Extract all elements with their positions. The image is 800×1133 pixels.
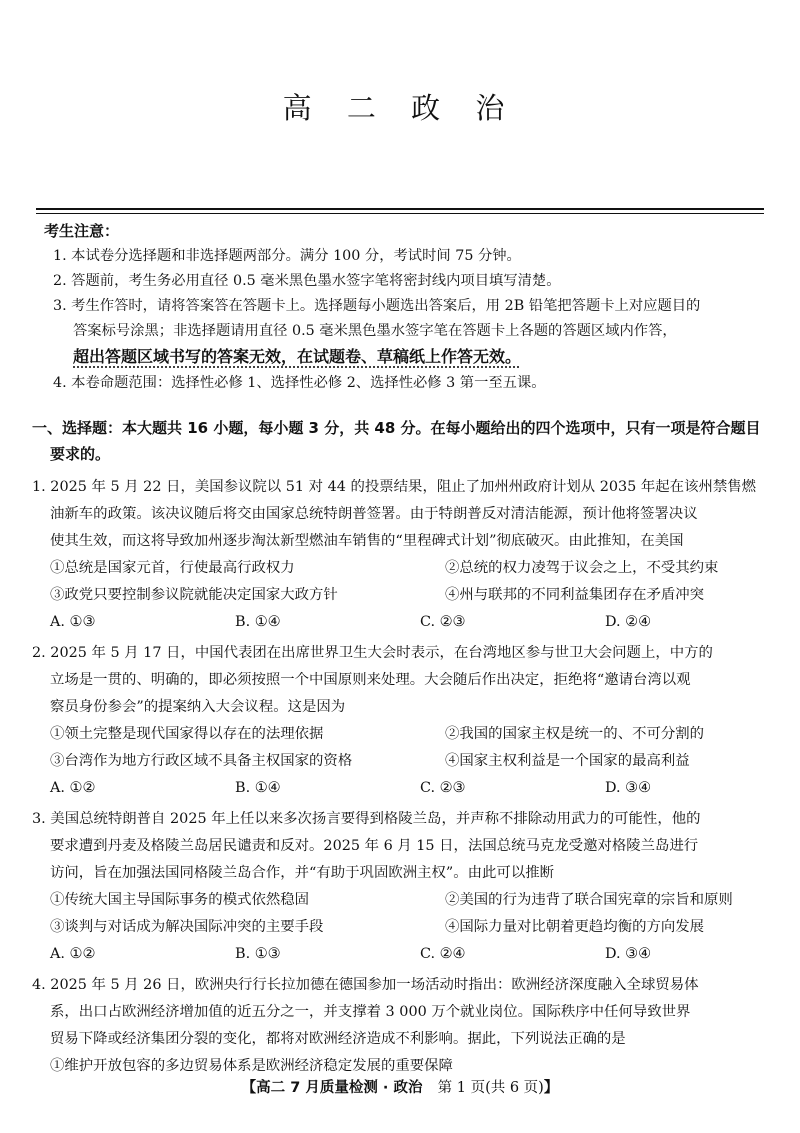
question-stem-line: 系，出口占欧洲经济增加值的近五分之一，并支撑着 3 000 万个就业岗位。国际秩序中任何导致世界: [50, 1004, 691, 1020]
question-1: [32, 474, 772, 636]
footer-close: 】: [543, 1080, 559, 1096]
statement-4: ④国家主权利益是一个国家的最高利益: [445, 753, 690, 769]
notice-emphasis-text: 超出答题区域书写的答案无效，在试题卷、草稿纸上作答无效。: [73, 347, 522, 366]
section-heading-line2: 要求的。: [50, 445, 111, 463]
question-2: [32, 640, 772, 802]
question-stem-line: 2. 2025 年 5 月 17 日，中国代表团在出席世界卫生大会时表示，在台湾地区参与世卫大会问题上，中方的: [32, 645, 713, 661]
choice-d: D. ③④: [605, 946, 651, 962]
question-list: [32, 474, 772, 1084]
question-stem-line: 要求遭到丹麦及格陵兰岛居民谴责和反对。2025 年 6 月 15 日，法国总统马克龙受邀对格陵兰岛进行: [50, 838, 699, 854]
question-3-choices: [32, 941, 772, 968]
statement-1: ①传统大国主导国际事务的模式依然稳固: [50, 892, 310, 908]
choice-c: C. ②③: [420, 614, 466, 630]
choice-b: B. ①④: [235, 780, 281, 796]
question-4-stem: [32, 972, 772, 1053]
exam-title: 高 二 政 治: [282, 91, 518, 125]
footer-label: 【高二 7 月质量检测 · 政治: [241, 1080, 423, 1096]
question-1-stem: [32, 474, 772, 555]
statement-4: ④州与联邦的不同利益集团存在矛盾冲突: [445, 587, 705, 603]
notice-heading: 考生注意：: [44, 222, 120, 240]
question-stem-line: 油新车的政策。该决议随后将交由国家总统特朗普签署。由于特朗普反对清洁能源，预计他将签署决议: [50, 506, 698, 522]
statement-1: ①维护开放包容的多边贸易体系是欧洲经济稳定发展的重要保障: [50, 1058, 453, 1074]
choice-d: D. ②④: [605, 614, 651, 630]
section-heading: [32, 415, 772, 467]
question-3-statements: [32, 887, 772, 941]
statement-1: ①总统是国家元首，行使最高行政权力: [50, 560, 295, 576]
statement-3: ③谈判与对话成为解决国际冲突的主要手段: [50, 919, 324, 935]
question-2-statements: [32, 721, 772, 775]
question-stem-line: 立场是一贯的、明确的，即必须按照一个中国原则来处理。大会随后作出决定，拒绝将“邀请台湾以观: [50, 672, 691, 688]
question-stem-line: 察员身份参会”的提案纳入大会议程。这是因为: [50, 699, 346, 715]
notice-item-3-cont: 答案标号涂黑；非选择题请用直径 0.5 毫米黑色墨水签字笔在答题卡上各题的答题区域内作答，: [73, 323, 677, 339]
choice-d: D. ③④: [605, 780, 651, 796]
question-stem-line: 访问，旨在加强法国同格陵兰岛合作，并“有助于巩固欧洲主权”。由此可以推断: [50, 865, 554, 881]
question-2-choices: [32, 775, 772, 802]
choice-b: B. ①③: [235, 946, 281, 962]
choice-c: C. ②④: [420, 946, 466, 962]
question-3: [32, 806, 772, 968]
question-stem-line: 3. 美国总统特朗普自 2025 年上任以来多次扬言要得到格陵兰岛，并声称不排除动用武力的可能性，他的: [32, 811, 701, 827]
statement-2: ②美国的行为违背了联合国宪章的宗旨和原则: [445, 892, 733, 908]
notice-item-4: 4. 本卷命题范围：选择性必修 1、选择性必修 2、选择性必修 3 第一至五课。: [53, 375, 546, 391]
header-rule-thin: [36, 213, 764, 214]
choice-a: A. ①③: [50, 614, 96, 630]
section-heading-line1: 一、选择题：本大题共 16 小题，每小题 3 分，共 48 分。在每小题给出的四个选项中，只有一项是符合题目: [32, 419, 761, 437]
page-footer: [0, 1076, 800, 1097]
choice-c: C. ②③: [420, 780, 466, 796]
question-2-stem: [32, 640, 772, 721]
statement-1: ①领土完整是现代国家得以存在的法理依据: [50, 726, 324, 742]
notice-item-2: 2. 答题前，考生务必用直径 0.5 毫米黑色墨水签字笔将密封线内项目填写清楚。: [53, 273, 561, 289]
header-rule-thick: [36, 208, 764, 210]
footer-page-number: 第 1 页(共 6 页): [437, 1080, 544, 1096]
choice-a: A. ①②: [50, 780, 96, 796]
notice-item-3: 3. 考生作答时，请将答案答在答题卡上。选择题每小题选出答案后，用 2B 铅笔把答题卡上对应题目的: [53, 298, 701, 314]
notice-item-1: 1. 本试卷分选择题和非选择题两部分。满分 100 分，考试时间 75 分钟。: [53, 248, 521, 264]
notice-item-3-emphasis: [44, 344, 764, 371]
question-1-statements: [32, 555, 772, 609]
question-stem-line: 1. 2025 年 5 月 22 日，美国参议院以 51 对 44 的投票结果，阻止了加州州政府计划从 2035 年起在该州禁售燃: [32, 479, 757, 495]
statement-4: ④国际力量对比朝着更趋均衡的方向发展: [445, 919, 705, 935]
question-stem-line: 使其生效，而这将导致加州逐步淘汰新型燃油车销售的“里程碑式计划”彻底破灭。由此推知，在美国: [50, 533, 684, 549]
statement-2: ②总统的权力凌驾于议会之上，不受其约束: [445, 560, 719, 576]
question-3-stem: [32, 806, 772, 887]
choice-b: B. ①④: [235, 614, 281, 630]
question-4: [32, 972, 772, 1080]
statement-2: ②我国的国家主权是统一的、不可分割的: [445, 726, 705, 742]
choice-a: A. ①②: [50, 946, 96, 962]
question-1-choices: [32, 609, 772, 636]
question-stem-line: 贸易下降或经济集团分裂的变化，都将对欧洲经济造成不利影响。据此，下列说法正确的是: [50, 1031, 626, 1047]
statement-3: ③政党只要控制参议院就能决定国家大政方针: [50, 587, 338, 603]
notice-block: [44, 219, 764, 396]
statement-3: ③台湾作为地方行政区域不具备主权国家的资格: [50, 753, 353, 769]
question-stem-line: 4. 2025 年 5 月 26 日，欧洲央行行长拉加德在德国参加一场活动时指出：欧洲经济深度融入全球贸易体: [32, 977, 699, 993]
